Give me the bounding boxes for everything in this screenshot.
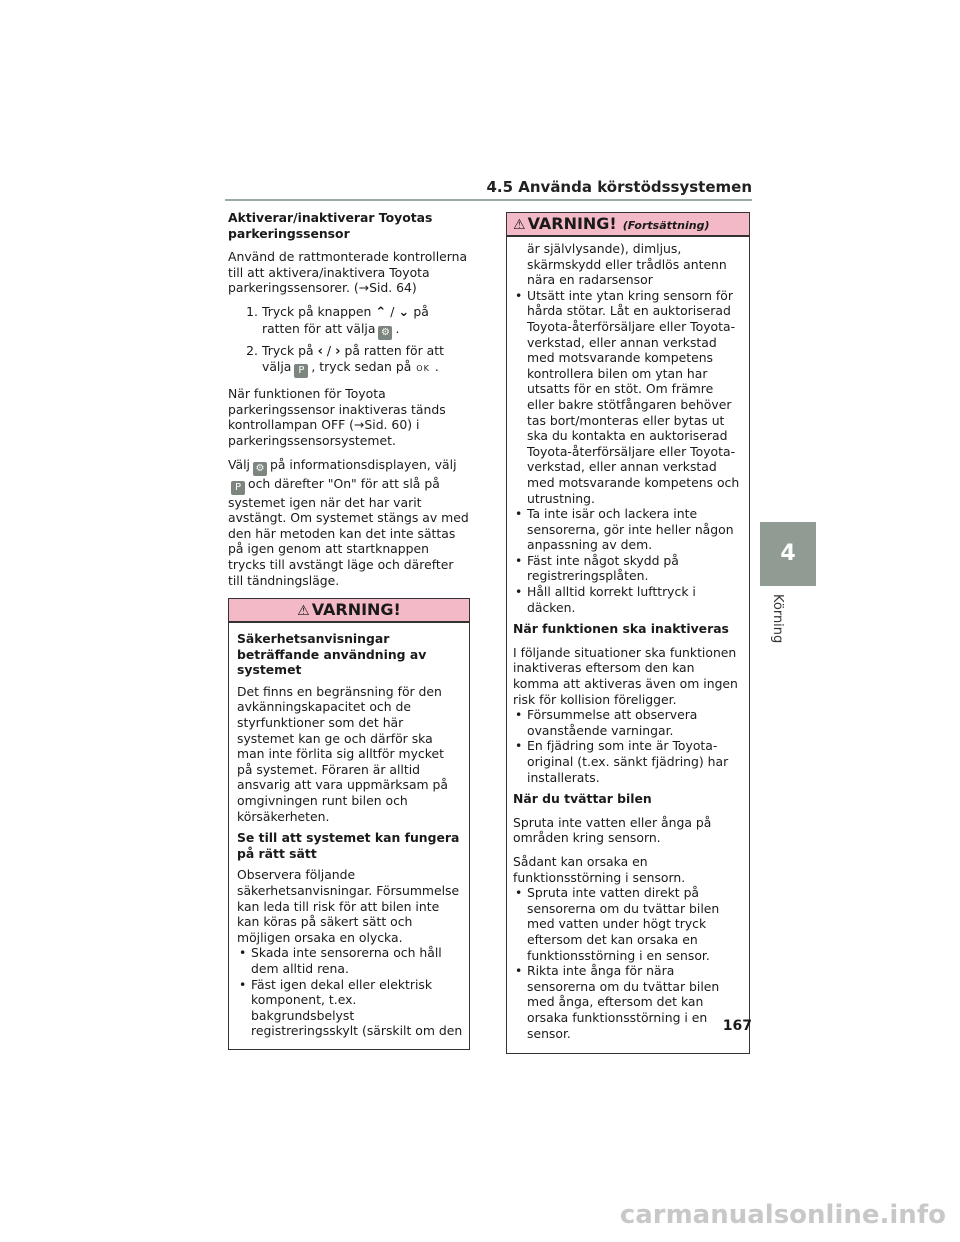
para3-a: Välj [228,456,250,472]
section-header: 4.5 Använda körstödssystemen [486,178,752,196]
page-number: 167 [722,1018,752,1034]
warning-paragraph-1: Det finns en begränsning för den avkänningskapacitet och de styrfunktioner som det här systemet kan ge och därför ska man inte förlita sig alltför mycket på systemet. Föraren är alltid ansvarig att vara uppmärksam på omgivningen runt bilen och körsäkerheten. [237,683,448,824]
header-rule [225,199,752,201]
warning-paragraph-2: Observera följande säkerhetsanvisningar. Försummelse kan leda till risk för att bilen inte kan köras på säkert sätt och möjligen orsaka en olycka. [237,867,460,945]
warning-box [228,598,470,1050]
warning-triangle-icon: ⚠ [513,217,526,233]
step-text-b: på ratten för att välja [262,342,444,375]
chevron-left-icon: ‹ [317,343,323,359]
warning-bullet-list [237,945,463,1039]
list-item: • En fjädring som inte är Toyota-original (t.ex. sänkt fjädring) har installerats. [513,738,743,785]
step-1 [228,304,470,340]
warning-subheading-1: Säkerhetsanvisningar beträffande användning av systemet [237,631,427,678]
watermark: carmanualsonline.info [619,1200,946,1230]
list-item: • Skada inte sensorerna och håll dem alltid rena. [237,945,463,976]
chapter-label-text: Körning [770,594,785,644]
paragraph-deactivate: I följande situationer ska funktionen inaktiveras eftersom den kan komma att aktiveras även om ingen risk för kollision föreligger. [513,644,738,707]
warning-triangle-icon: ⚠ [297,603,310,620]
list-item: • Utsätt inte ytan kring sensorn för hårda stötar. Låt en auktoriserad Toyota-återförsäljare eller Toyota-verkstad, eller annan verkstad med motsvarande kompetens kontrollera bilen om ytan har utsatts för en stöt. Om främre eller bakre stötfångaren behöver tas bort/monteras eller bytas ut ska du kontakta en auktoriserad Toyota-återförsäljare eller Toyota-verkstad, eller annan verkstad med motsvarande kompetens och utrustning. [513,288,743,506]
step-list [228,304,470,378]
settings-icon: ⚙ [378,326,392,340]
warning-title: VARNING! [527,214,617,233]
warning-subheading-2: Se till att systemet kan fungera på rätt sätt [237,830,460,861]
list-item: • Fäst inte något skydd på registreringsplåten. [513,553,743,584]
step-number: 2. [246,342,258,358]
warning-continued-box [506,212,750,1054]
step-text-a: Tryck på knappen [262,303,372,319]
step-2 [228,343,470,379]
step-number: 1. [246,303,258,319]
ok-button-icon: OK [416,364,430,374]
left-column [228,210,470,1050]
right-column [506,212,750,1054]
step-sep: / [390,303,395,319]
parking-sensor-icon: P [231,481,245,495]
step-text-b: på ratten för att välja [262,303,429,336]
warning-title: VARNING! [311,600,401,620]
step-text-a: Tryck på [262,342,314,358]
list-item: • Håll alltid korrekt lufttryck i däcken. [513,584,743,615]
step-end: . [434,359,439,375]
step-end: . [395,320,400,336]
paragraph-reactivate [228,457,470,589]
step-sep: / [326,342,332,358]
warning-continued-label: (Fortsättning) [622,219,710,232]
bullet-list-1 [513,288,743,615]
section-heading: Aktiverar/inaktiverar Toyotas parkeringssensor [228,210,433,241]
list-item: • Fäst igen dekal eller elektrisk komponent, t.ex. bakgrundsbelyst registreringsskylt (särskilt om den [237,977,463,1039]
step-text [262,343,470,379]
parking-sensor-icon: P [294,364,308,378]
chapter-label [760,592,816,652]
continued-text: är självlysande), dimljus, skärmskydd eller trådlös antenn nära en radarsensor [527,241,727,288]
list-item: • Ta inte isär och lackera inte sensorerna, gör inte heller någon anpassning av dem. [513,506,743,553]
list-item: • Rikta inte ånga för nära sensorerna om du tvättar bilen med ånga, eftersom det kan orsaka funktionsstörning i en sensor. [513,963,743,1041]
settings-icon: ⚙ [253,462,267,476]
subheading-deactivate: När funktionen ska inaktiveras [513,621,729,637]
chevron-right-icon: › [335,343,341,359]
list-item: • Försummelse att observera ovanstående varningar. [513,707,743,738]
warning-header [507,213,749,237]
step-text [262,304,470,340]
chevron-down-icon: ⌄ [398,304,410,320]
warning-body [507,237,749,1053]
para3-c: och därefter "On" för att slå på systemet igen när det har varit avstängt. Om systemet stängs av med den här metoden kan det inte sättas på igen genom att startknappen trycks till avstängt läge och därefter till tändningsläge. [228,475,469,588]
subheading-washing: När du tvättar bilen [513,791,652,807]
warning-body [229,623,469,1049]
paragraph-washing-1: Spruta inte vatten eller ånga på områden kring sensorn. [513,814,712,846]
paragraph-washing-2: Sådant kan orsaka en funktionsstörning i sensorn. [513,853,686,885]
para3-b: på informationsdisplayen, välj [270,456,457,472]
chapter-tab: 4 [760,522,816,586]
bullet-list-2 [513,707,743,785]
step-text-c: , tryck sedan på [311,359,412,375]
list-item: • Spruta inte vatten direkt på sensorerna om du tvättar bilen med vatten under högt tryck eftersom det kan orsaka en funktionsstörning i en sensor. [513,885,743,963]
warning-header [229,599,469,623]
intro-paragraph: Använd de rattmonterade kontrollerna till att aktivera/inaktivera Toyota parkeringssensorer. (→Sid. 64) [228,249,468,296]
chevron-up-icon: ⌃ [375,304,387,320]
paragraph-off-indicator: När funktionen för Toyota parkeringssensor inaktiveras tänds kontrollampan OFF (→Sid. 60) i parkeringssensorsystemet. [228,386,446,448]
